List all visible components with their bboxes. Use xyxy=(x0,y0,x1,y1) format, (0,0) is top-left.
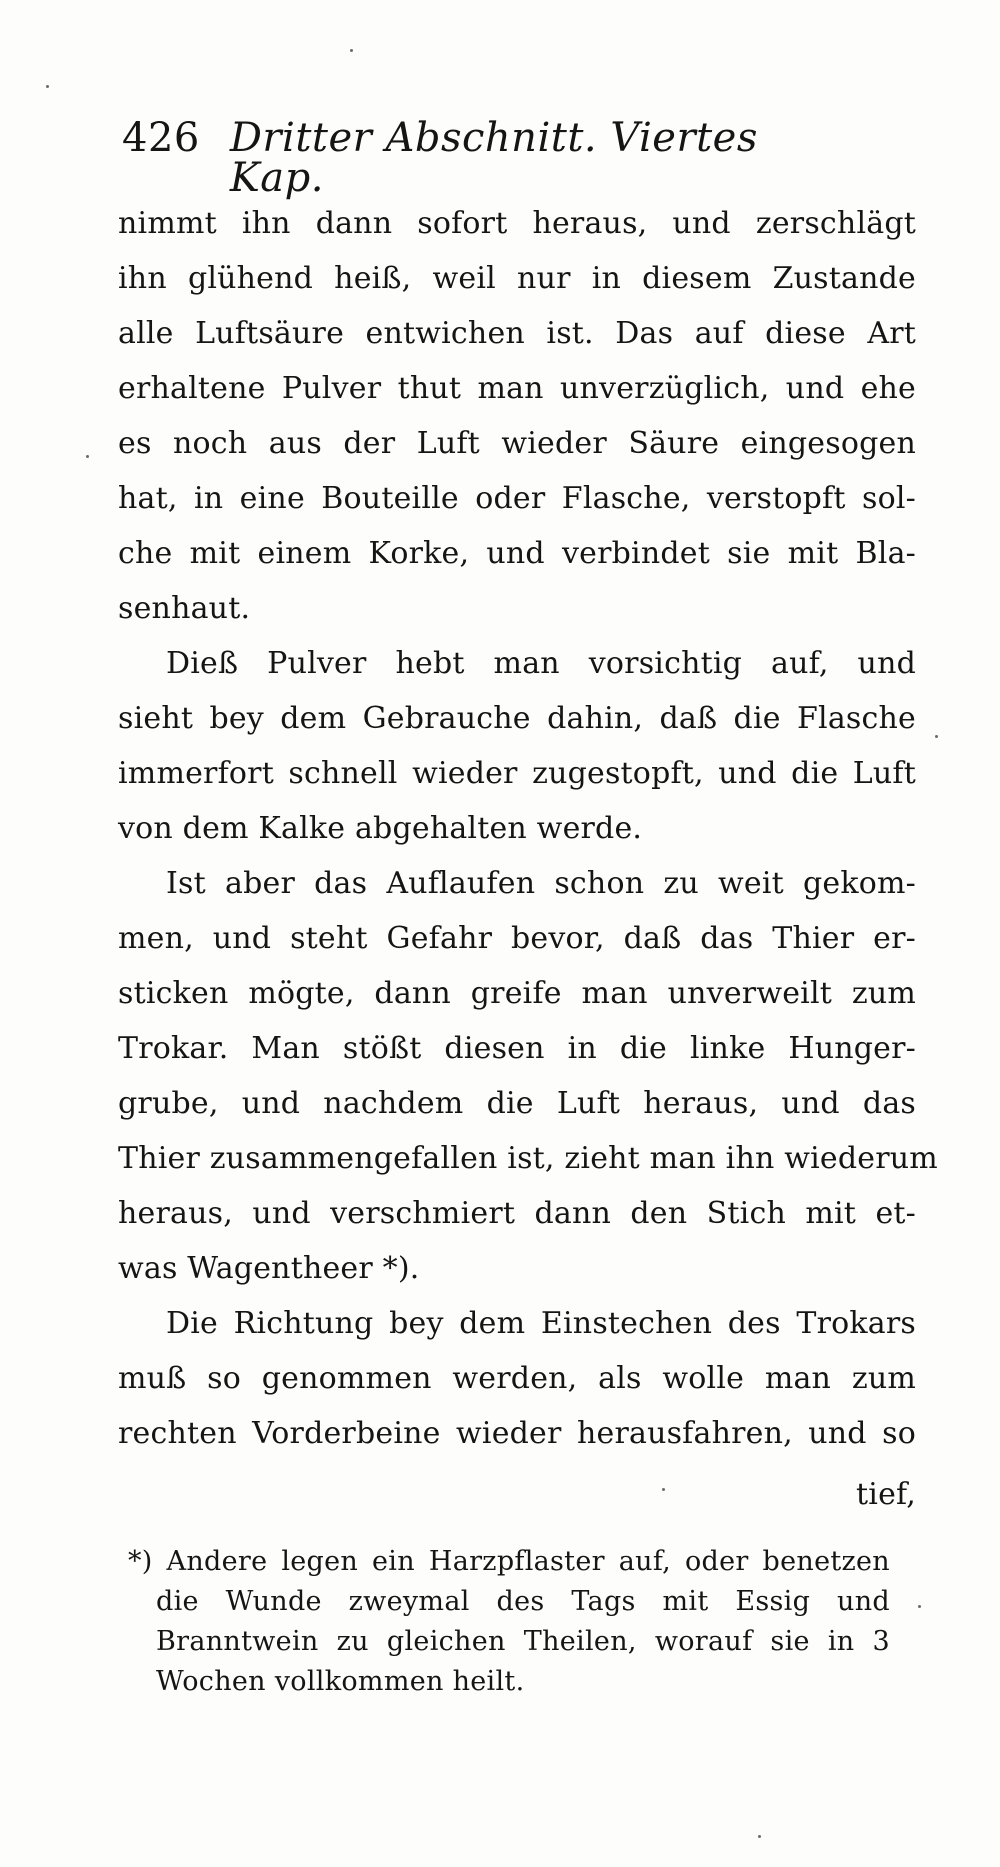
text-line: muß so genommen werden, als wolle man zum xyxy=(118,1361,916,1396)
text-line: erhaltene Pulver thut man unverzüglich, und ehe xyxy=(118,371,916,406)
page-header xyxy=(122,115,842,201)
text-line: immerfort schnell wieder zugestopft, und die Luft xyxy=(118,756,916,791)
text-line: senhaut. xyxy=(118,591,251,626)
text-line: sticken mögte, dann greife man unverweilt zum xyxy=(118,976,916,1011)
text-line: Thier zusammengefallen ist, zieht man ihn wiederum xyxy=(118,1141,938,1176)
paragraph xyxy=(118,196,916,636)
paper-speck xyxy=(350,49,353,52)
text-line: Trokar. Man stößt diesen in die linke Hunger- xyxy=(118,1031,916,1066)
page-number: 426 xyxy=(122,115,200,161)
paper-speck xyxy=(935,735,938,738)
paper-speck xyxy=(662,1488,665,1491)
text-line: men, und steht Gefahr bevor, daß das Thier er- xyxy=(118,921,916,956)
text-line: Die Richtung bey dem Einstechen des Trokars xyxy=(166,1306,916,1341)
footnote-line: die Wunde zweymal des Tags mit Essig und xyxy=(156,1586,890,1617)
paper-speck xyxy=(758,1835,761,1838)
text-line: sieht bey dem Gebrauche dahin, daß die Flasche xyxy=(118,701,916,736)
text-line: ihn glühend heiß, weil nur in diesem Zustande xyxy=(118,261,916,296)
paragraph xyxy=(118,856,938,1296)
text-line: grube, und nachdem die Luft heraus, und das xyxy=(118,1086,916,1121)
text-line: heraus, und verschmiert dann den Stich mit et- xyxy=(118,1196,916,1231)
footnote-line: Branntwein zu gleichen Theilen, worauf sie in 3 xyxy=(156,1626,890,1657)
text-line: hat, in eine Bouteille oder Flasche, verstopft sol- xyxy=(118,481,916,516)
footnote-line: Wochen vollkommen heilt. xyxy=(156,1666,525,1697)
footnote xyxy=(128,1542,890,1702)
paper-speck xyxy=(86,455,89,458)
text-line: rechten Vorderbeine wieder herausfahren, und so xyxy=(118,1416,916,1451)
text-line: alle Luftsäure entwichen ist. Das auf diese Art xyxy=(118,316,916,351)
text-line: was Wagentheer *). xyxy=(118,1251,420,1286)
text-line: von dem Kalke abgehalten werde. xyxy=(118,811,643,846)
text-line: es noch aus der Luft wieder Säure eingesogen xyxy=(118,426,916,461)
paragraph xyxy=(118,1296,916,1461)
text-line: Ist aber das Auflaufen schon zu weit gekom- xyxy=(166,866,916,901)
catchword: tief, xyxy=(856,1477,916,1512)
text-line: che mit einem Korke, und verbindet sie mit Bla- xyxy=(118,536,916,571)
footnote-line: *) Andere legen ein Harzpflaster auf, oder benetzen xyxy=(128,1546,890,1577)
paper-speck xyxy=(918,1605,921,1608)
body-text xyxy=(118,196,938,1522)
running-title: Dritter Abschnitt. Viertes Kap. xyxy=(229,115,758,201)
text-line: Dieß Pulver hebt man vorsichtig auf, und xyxy=(166,646,916,681)
text-line: nimmt ihn dann sofort heraus, und zerschlägt xyxy=(118,206,916,241)
paper-speck xyxy=(46,85,49,88)
paragraph xyxy=(118,636,916,856)
